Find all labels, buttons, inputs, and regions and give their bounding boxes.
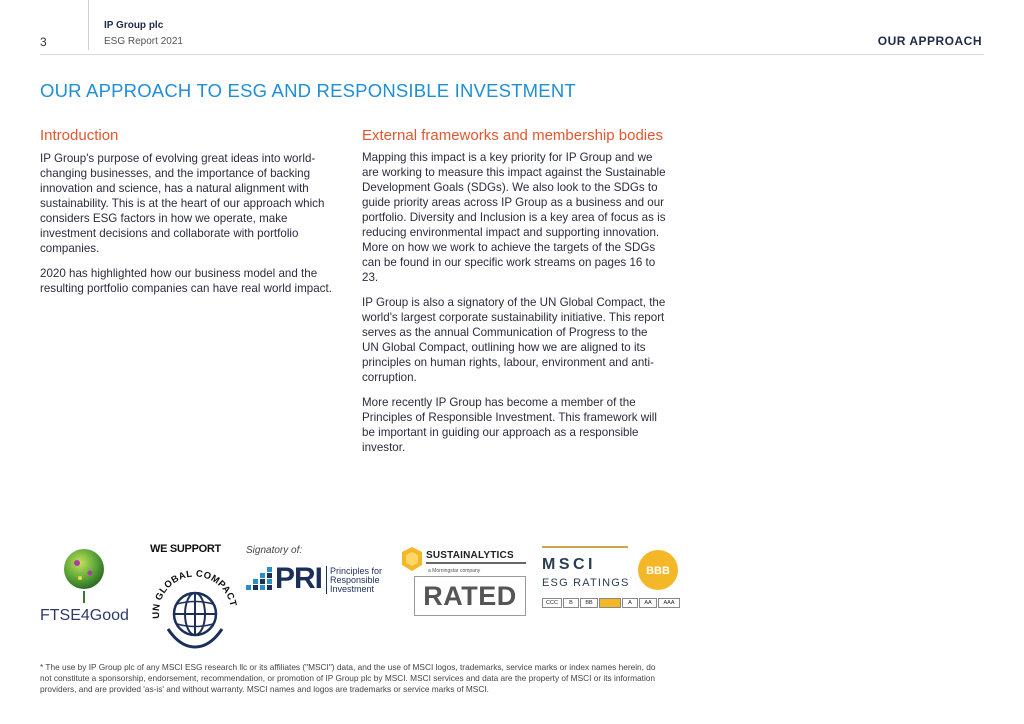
ftse4good-logo bbox=[40, 545, 140, 635]
frameworks-heading: External frameworks and membership bodies bbox=[362, 127, 663, 144]
intro-paragraph-2: 2020 has highlighted how our business model and the resulting portfolio companies can have real world impact. bbox=[40, 267, 332, 295]
header-divider bbox=[88, 0, 89, 50]
frameworks-paragraph-3: More recently IP Group has become a member of the Principles of Responsible Investment. This framework will be important in guiding our approach as a responsible investor. bbox=[362, 396, 657, 454]
frameworks-column bbox=[362, 126, 667, 465]
scale-bb: BB bbox=[580, 598, 598, 608]
we-support-text: WE SUPPORT bbox=[150, 543, 221, 555]
frameworks-paragraph-1: Mapping this impact is a key priority for IP Group and we are working to measure this impact against the Sustainable Development Goals (SDGs). We also look to the SDGs to guide priority areas across IP Group as a business and our portfolio. Diversity and Inclusion is a key area of focus as is reducing environmental impact and supporting innovation. More on how we work to achieve the targets of the SDGs can be found in our specific work streams on pages 16 to 23. bbox=[362, 151, 666, 284]
pri-signatory-text: Signatory of: bbox=[246, 545, 303, 556]
scale-ccc: CCC bbox=[542, 598, 562, 608]
sdg-wheel bbox=[660, 60, 1024, 724]
pri-wordmark: PRI bbox=[275, 562, 323, 595]
pri-line-3: Investment bbox=[330, 584, 375, 594]
msci-rating-scale bbox=[542, 598, 681, 608]
introduction-column bbox=[40, 126, 340, 306]
scale-b: B bbox=[563, 598, 579, 608]
page-title: OUR APPROACH TO ESG AND RESPONSIBLE INVESTMENT bbox=[40, 80, 576, 101]
un-emblem-icon bbox=[150, 559, 240, 651]
sustainalytics-badge-icon bbox=[400, 546, 424, 572]
msci-wordmark: MSCI bbox=[542, 556, 596, 573]
company-name: IP Group plc bbox=[104, 20, 164, 31]
page-number: 3 bbox=[40, 35, 47, 49]
msci-logo bbox=[540, 546, 688, 612]
sustainalytics-sub: a Morningstar company bbox=[428, 568, 481, 574]
ungc-arc-text: UN GLOBAL COMPACT bbox=[150, 568, 239, 620]
pri-squares-icon bbox=[246, 567, 274, 595]
pri-logo bbox=[246, 545, 396, 605]
header-rule bbox=[40, 54, 984, 55]
ftse4good-text: FTSE4Good bbox=[40, 607, 129, 624]
pri-line-1: Principles for bbox=[330, 566, 383, 576]
rated-text: RATED bbox=[423, 581, 517, 611]
scale-aa: AA bbox=[639, 598, 657, 608]
un-global-compact-logo bbox=[150, 543, 246, 655]
pri-divider bbox=[326, 566, 327, 594]
scale-bbb: BBB bbox=[599, 598, 621, 608]
pri-line-2: Responsible bbox=[330, 575, 380, 585]
msci-footnote: * The use by IP Group plc of any MSCI ESG research llc or its affiliates ("MSCI") data, and the use of MSCI logos, trademarks, service marks or index names herein, do not constitute a sponsorship, endorsement, recommendation, or promotion of IP Group plc by MSCI. MSCI services and data are the property of MSCI or its information providers, and are provided 'as-is' and without warranty. MSCI names and logos are trademarks or service marks of MSCI. bbox=[40, 662, 656, 694]
sustainalytics-name: SUSTAINALYTICS bbox=[426, 550, 514, 561]
scale-a: A bbox=[622, 598, 638, 608]
intro-paragraph-1: IP Group's purpose of evolving great ideas into world-changing businesses, and the importance of backing innovation and science, has a natural alignment with sustainability. This is at the heart of our approach which considers ESG factors in how we operate, make investment decisions and collaborate with portfolio companies. bbox=[40, 152, 325, 255]
msci-esg-ratings: ESG RATINGS bbox=[542, 577, 630, 589]
msci-rating-badge bbox=[638, 550, 678, 590]
msci-rating-value: BBB bbox=[646, 565, 670, 577]
introduction-heading: Introduction bbox=[40, 127, 119, 144]
msci-rule bbox=[542, 546, 628, 548]
sustainalytics-logo bbox=[400, 546, 528, 618]
frameworks-paragraph-2: IP Group is also a signatory of the UN Global Compact, the world's largest corporate sustainability initiative. This report serves as the annual Communication of Progress to the UN Global Compact, outlining how we are aligned to its principles on human rights, labour, environment and anti-corruption. bbox=[362, 296, 666, 384]
sustainalytics-rule bbox=[426, 562, 526, 564]
section-title: OUR APPROACH bbox=[877, 34, 982, 48]
ftse-globe-icon bbox=[62, 545, 106, 605]
rated-box bbox=[414, 576, 526, 616]
report-name: ESG Report 2021 bbox=[104, 36, 183, 47]
scale-aaa: AAA bbox=[658, 598, 680, 608]
